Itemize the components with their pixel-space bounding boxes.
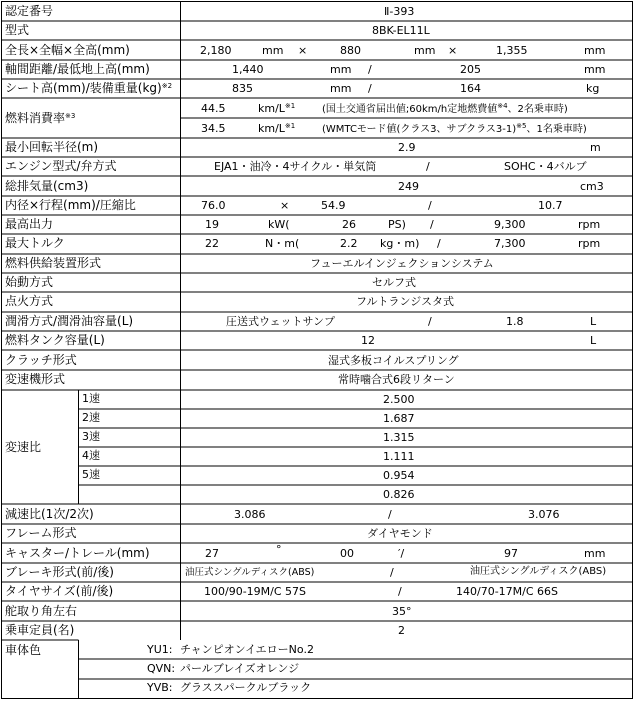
gear-4-value: 1.111: [383, 450, 415, 463]
dimensions-label: 全長×全幅×全高(mm): [5, 43, 130, 57]
color-2-code-text: QVN: [147, 662, 172, 675]
fuel-line2-unit-text: km/L: [258, 122, 285, 135]
displacement-label: 総排気量(cm3): [5, 179, 89, 193]
fuel-line1-desc-note: ※4: [497, 102, 508, 110]
lubrication-unit: L: [590, 315, 597, 328]
max-power-separator: /: [430, 218, 434, 231]
color-1-code-text: YU1: [147, 643, 169, 656]
gear-1-value: 2.500: [383, 393, 415, 406]
caster-minute-sign: ′/: [398, 547, 405, 560]
max-torque-rpm: 7,300: [494, 237, 526, 250]
engine-valve: SOHC・4バルブ: [504, 160, 587, 173]
gear-6-value: 0.826: [383, 488, 415, 501]
dimensions-times-2: ×: [448, 44, 458, 57]
steering-label: 舵取り角左右: [5, 604, 78, 618]
dimensions-times-1: ×: [298, 44, 308, 57]
caster-degrees: 27: [205, 547, 219, 560]
tire-separator: /: [398, 585, 402, 598]
color-3-name: グラススパークルブラック: [180, 681, 312, 694]
ignition-value: フルトランジスタ式: [356, 295, 454, 308]
engine-separator: /: [426, 160, 430, 173]
caster-minutes: 00: [340, 547, 354, 560]
reduction-secondary: 3.076: [528, 508, 560, 521]
compression-ratio: 10.7: [538, 199, 563, 212]
gear-3-value: 1.315: [383, 431, 415, 444]
dimensions-width: 880: [340, 44, 361, 57]
bore-stroke-times: ×: [280, 199, 290, 212]
model-value: 8BK-EL11L: [372, 24, 430, 37]
fuel-consumption-label: [5, 112, 75, 124]
capacity-value: 2: [398, 624, 405, 637]
fuel-line1-value: 44.5: [201, 102, 226, 115]
lubrication-type: 圧送式ウェットサンプ: [226, 315, 336, 328]
max-power-kw: 19: [205, 218, 219, 231]
dimensions-unit-1: mm: [262, 44, 284, 57]
max-torque-label: 最大トルク: [5, 236, 65, 250]
wheelbase-value: 1,440: [232, 63, 264, 76]
frame-value: ダイヤモンド: [367, 527, 433, 540]
max-torque-nm: 22: [205, 237, 219, 250]
turning-radius-value: 2.9: [398, 141, 416, 154]
reduction-label: 減速比(1次/2次): [5, 507, 94, 521]
fuel-system-label: 燃料供給装置形式: [5, 256, 102, 270]
fuel-tank-unit: L: [590, 334, 597, 347]
caster-label: キャスター/トレール(mm): [5, 546, 150, 560]
starter-label: 始動方式: [5, 275, 54, 289]
ground-clearance-unit: mm: [584, 63, 606, 76]
wheelbase-label: 軸間距離/最低地上高(mm): [5, 62, 150, 76]
lubrication-label: 潤滑方式/潤滑油容量(L): [5, 314, 134, 328]
seat-weight-note: ※2: [161, 82, 173, 90]
lubrication-separator: /: [428, 315, 432, 328]
fuel-system-value: フューエルインジェクションシステム: [310, 257, 494, 270]
bore-stroke-separator: /: [428, 199, 432, 212]
fuel-line1-unit: [258, 103, 295, 114]
fuel-tank-value: 12: [361, 334, 375, 347]
fuel-line2-desc-note: ※5: [516, 122, 527, 130]
gear-5-name: 5速: [82, 468, 100, 481]
transmission-value: 常時噛合式6段リターン: [338, 373, 455, 386]
approval-no-value: Ⅱ-393: [384, 5, 415, 18]
seat-weight-label-text: シート高(mm)/装備重量(kg): [5, 81, 162, 95]
brake-label: ブレーキ形式(前/後): [5, 565, 114, 579]
displacement-unit: cm3: [580, 180, 604, 193]
color-1-code: YU1:: [147, 643, 173, 656]
fuel-line2-unit-note: ※1: [284, 122, 296, 130]
tire-rear: 140/70-17M/C 66S: [456, 585, 559, 598]
turning-radius-label: 最小回転半径(m): [5, 140, 99, 154]
approval-no-label: 認定番号: [5, 4, 54, 18]
tire-label: タイヤサイズ(前/後): [5, 584, 114, 598]
tire-front: 100/90-19M/C 57S: [204, 585, 307, 598]
max-power-rpm: 9,300: [494, 218, 526, 231]
transmission-label: 変速機形式: [5, 372, 66, 386]
clutch-label: クラッチ形式: [5, 353, 77, 367]
bore-stroke-label: 内径×行程(mm)/圧縮比: [5, 198, 136, 212]
seat-height-unit: mm: [330, 82, 352, 95]
color-1-name: チャンピオンイエローNo.2: [180, 643, 314, 656]
fuel-line1-desc: [322, 103, 568, 115]
clutch-value: 湿式多板コイルスプリング: [328, 354, 459, 367]
capacity-label: 乗車定員(名): [5, 623, 75, 637]
dimensions-length: 2,180: [200, 44, 232, 57]
gear-ratio-label: 変速比: [5, 440, 42, 454]
max-power-ps: 26: [342, 218, 356, 231]
reduction-separator: /: [388, 508, 392, 521]
bore-value: 76.0: [201, 199, 226, 212]
seat-weight-separator: /: [368, 82, 372, 95]
ground-clearance-value: 205: [460, 63, 481, 76]
max-power-label: 最高出力: [5, 217, 54, 231]
color-label: 車体色: [5, 643, 42, 657]
fuel-consumption-note: ※3: [65, 112, 76, 120]
trail-unit: mm: [584, 547, 606, 560]
max-power-ps-unit: PS): [388, 218, 406, 231]
frame-label: フレーム形式: [5, 526, 77, 540]
gear-4-name: 4速: [82, 449, 100, 462]
ignition-label: 点火方式: [5, 294, 54, 308]
reduction-primary: 3.086: [234, 508, 266, 521]
dimensions-height: 1,355: [496, 44, 528, 57]
max-power-kw-unit: kW(: [268, 218, 290, 231]
dimensions-unit-3: mm: [584, 44, 606, 57]
gear-5-value: 0.954: [383, 469, 415, 482]
fuel-line1-unit-note: ※1: [284, 102, 296, 110]
max-torque-rpm-unit: rpm: [578, 237, 601, 250]
gear-1-name: 1速: [82, 392, 100, 405]
max-torque-kgm: 2.2: [340, 237, 358, 250]
stroke-value: 54.9: [321, 199, 346, 212]
dimensions-unit-2: mm: [414, 44, 436, 57]
fuel-line2-desc-end: 、1名乗車時): [526, 124, 587, 135]
color-3-code-text: YVB: [147, 681, 169, 694]
color-2-code: QVN:: [147, 662, 176, 675]
fuel-line1-unit-text: km/L: [258, 102, 285, 115]
engine-type: EJA1・油冷・4サイクル・単気筒: [214, 160, 377, 173]
brake-rear: 油圧式シングルディスク(ABS): [470, 566, 607, 577]
max-torque-kgm-unit: kg・m): [380, 237, 420, 250]
max-torque-separator: /: [437, 237, 441, 250]
starter-value: セルフ式: [372, 276, 416, 289]
wheelbase-separator: /: [368, 63, 372, 76]
wheelbase-unit: mm: [330, 63, 352, 76]
gear-3-name: 3速: [82, 430, 100, 443]
fuel-tank-label: 燃料タンク容量(L): [5, 333, 105, 347]
brake-front: 油圧式シングルディスク(ABS): [185, 567, 315, 578]
color-3-code: YVB:: [147, 681, 173, 694]
fuel-line2-desc-text: (WMTCモード値(クラス3、サブクラス3-1): [322, 124, 517, 135]
max-torque-nm-unit: N・m(: [265, 237, 300, 250]
turning-radius-unit: m: [590, 141, 601, 154]
fuel-line2-value: 34.5: [201, 122, 226, 135]
seat-weight-label: [5, 82, 172, 94]
gear-2-name: 2速: [82, 411, 100, 424]
max-power-rpm-unit: rpm: [578, 218, 601, 231]
brake-separator: /: [390, 566, 394, 579]
fuel-line1-desc-end: 、2名乗車時): [507, 104, 568, 115]
weight-value: 164: [460, 82, 481, 95]
fuel-line1-desc-text: (国土交通省届出値;60km/h定地燃費値: [322, 104, 498, 115]
seat-height-value: 835: [232, 82, 253, 95]
engine-label: エンジン型式/弁方式: [5, 159, 117, 173]
lubrication-capacity: 1.8: [506, 315, 524, 328]
model-label: 型式: [5, 23, 30, 37]
color-2-name: パールブレイズオレンジ: [180, 662, 300, 675]
fuel-consumption-label-text: 燃料消費率: [5, 111, 66, 125]
gear-2-value: 1.687: [383, 412, 415, 425]
displacement-value: 249: [398, 180, 419, 193]
caster-degree-sign: °: [276, 543, 282, 556]
fuel-line2-unit: [258, 123, 295, 134]
fuel-line2-desc: [322, 123, 587, 135]
steering-value: 35°: [392, 605, 412, 618]
weight-unit: kg: [586, 82, 600, 95]
trail-value: 97: [504, 547, 518, 560]
